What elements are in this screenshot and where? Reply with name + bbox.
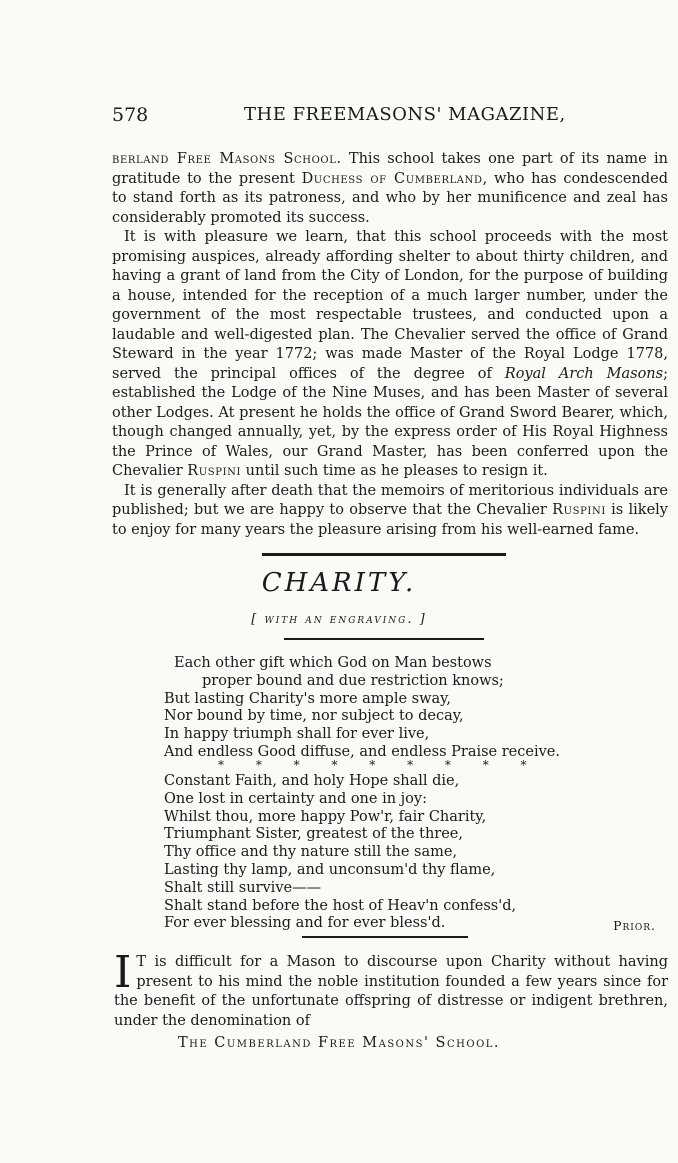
poem-stanza-2 — [164, 773, 516, 933]
ruspini-name: Ruspini — [552, 502, 606, 518]
article-body — [112, 150, 668, 540]
page-number: 578 — [112, 104, 149, 126]
duchess-name: Duchess of Cumberland — [301, 170, 483, 187]
poem-title: CHARITY. — [261, 568, 417, 598]
closing-rule — [302, 936, 468, 938]
closing-paragraph: I T is difficult for a Mason to discourse upon Charity without having present to his mind the noble institution founded a few years since for the benefit of the unfortunate offspring of distresse or indigent brethren, under the denomination of — [114, 947, 668, 1029]
poem-line: Triumphant Sister, greatest of the three, — [164, 826, 463, 843]
poem-line: Thy office and thy nature still the same, — [164, 844, 458, 861]
paragraph-2: It is with pleasure we learn, that this school proceeds with the most promising auspices, already affording shelter to about thirty children, and having a grant of land from the City of London, for the purpose of building a house, intended for the reception of a much larger number, under the government of the most respectable trustees, and conducted upon a laudable and well-digested plan. The Chevalier served the office of Grand Steward in the year 1772; was made Master of the Royal Lodge 1778, served the principal offices of the degree of Royal Arch Masons; established the Lodge of the Nine Muses, and has been Master of several other Lodges. At present he holds the office of Grand Sword Bearer, which, though changed annually, yet, by the express order of His Royal Highness the Prince of Wales, our Grand Master, has been conferred upon the Chevalier Ruspini until such time as he pleases to resign it. — [112, 229, 668, 479]
school-name: berland Free Masons School. — [112, 151, 342, 167]
poem-line: Constant Faith, and holy Hope shall die, — [164, 773, 460, 789]
poem-line: But lasting Charity's more ample sway, — [164, 690, 452, 707]
poem-line: Lasting thy lamp, and unconsum'd thy flame, — [164, 861, 496, 878]
stars-divider: * * * * * * * * * — [218, 758, 541, 772]
poem-line: Nor bound by time, nor subject to decay, — [164, 708, 464, 725]
poem-line: proper bound and due restriction knows; — [202, 672, 504, 689]
poem-line: For ever blessing and for ever bless'd. — [164, 915, 446, 932]
paragraph-1: berland Free Masons School. This school takes one part of its name in gratitude to the present Duchess of Cumberland, who has condescended to stand forth as its patroness, and who by her munificence and zeal has considerably promoted its success. — [112, 151, 668, 226]
section-rule — [262, 553, 506, 556]
running-title: THE FREEMASONS' MAGAZINE, — [244, 104, 566, 125]
page-header — [112, 104, 664, 132]
poem-line: Whilst thou, more happy Pow'r, fair Charity, — [164, 808, 487, 825]
ruspini-name: Ruspini — [187, 463, 242, 479]
poem-line: And endless Good diffuse, and endless Praise receive. — [164, 743, 560, 760]
royal-arch-term: Royal Arch Masons — [504, 365, 664, 382]
poem-subtitle: [ with an engraving. ] — [251, 612, 427, 627]
school-name-line: The Cumberland Free Masons' School. — [177, 1035, 501, 1051]
poem-line: One lost in certainty and one in joy: — [164, 790, 427, 807]
drop-cap: I — [114, 947, 132, 998]
poem-line: Each other gift which God on Man bestows — [174, 655, 492, 671]
paragraph-3: It is generally after death that the memoirs of meritorious individuals are published; but we are happy to observe that the Chevalier Ruspini is likely to enjoy for many years the pleasure arising from his well-earned fame. — [112, 482, 668, 538]
poem-stanza-1 — [164, 655, 560, 762]
poem-line: Shalt still survive—— — [164, 879, 322, 896]
poem-attribution: Prior. — [613, 918, 656, 933]
poem-line: In happy triumph shall for ever live, — [164, 726, 430, 743]
title-rule — [284, 638, 484, 640]
poem-line: Shalt stand before the host of Heav'n confess'd, — [164, 897, 517, 914]
